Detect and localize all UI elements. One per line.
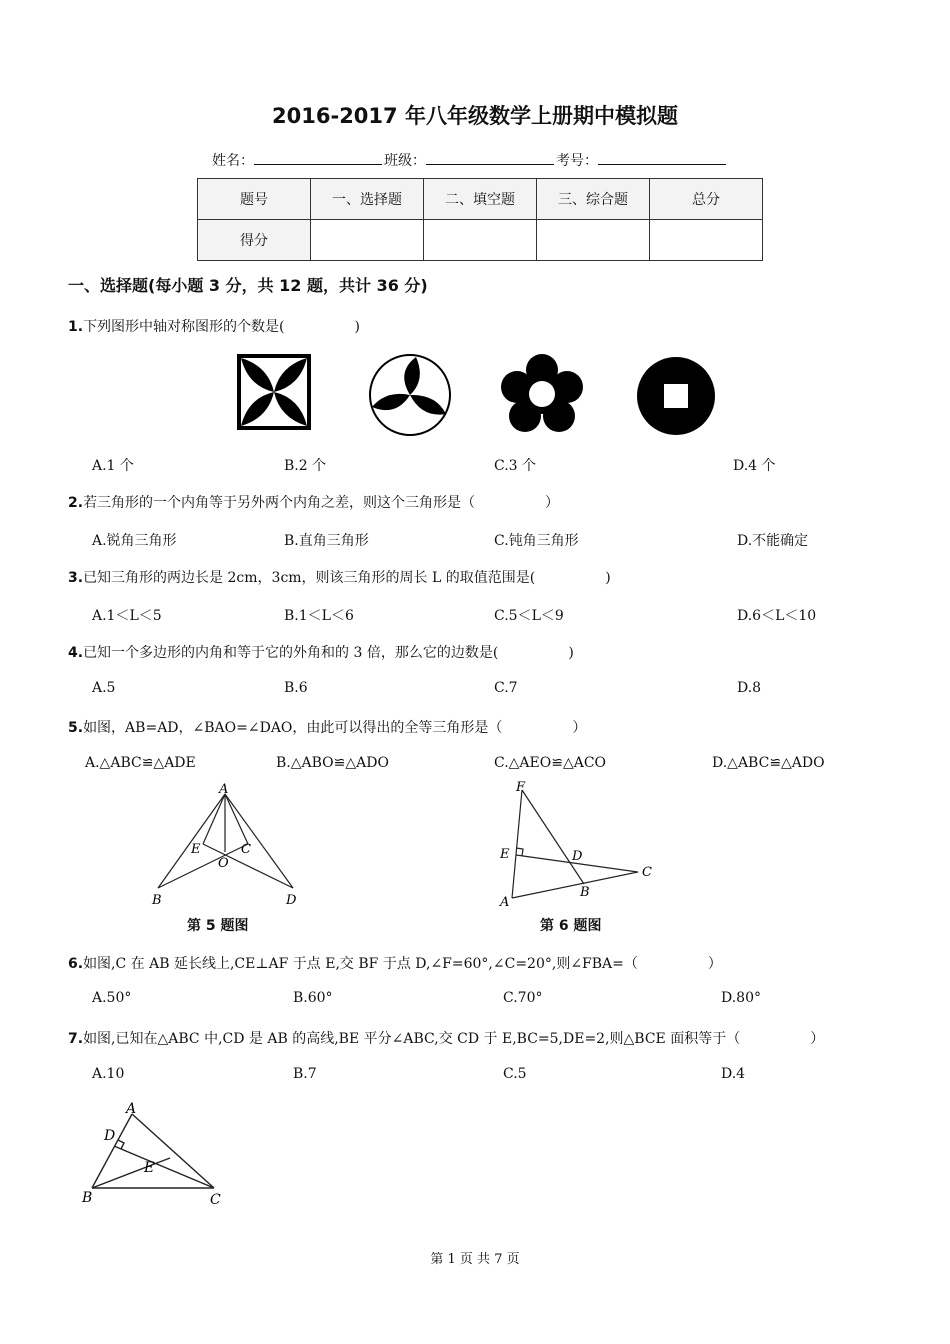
question-text: 如图,C 在 AB 延长线上,CE⊥AF 于点 E,交 BF 于点 D,∠F=60°,∠C=20°,则∠FBA=（ ） xyxy=(83,956,722,972)
label-a: A xyxy=(219,782,229,797)
class-label: 班级： xyxy=(384,153,426,169)
three-blade-circle-figure xyxy=(370,355,450,435)
label-c: C xyxy=(642,865,652,880)
question-number: 1. xyxy=(68,319,84,335)
question-number: 2. xyxy=(68,495,84,511)
square-petal-figure xyxy=(239,356,309,428)
label-a: A xyxy=(126,1101,137,1117)
q7-option-b[interactable]: B.7 xyxy=(293,1066,317,1082)
question-4 xyxy=(68,642,574,662)
q1-option-c[interactable]: C.3 个 xyxy=(494,458,537,474)
q1-option-d[interactable]: D.4 个 xyxy=(733,458,776,474)
label-f: F xyxy=(516,780,526,795)
score-table-row xyxy=(198,220,763,261)
question-text: 已知三角形的两边长是 2cm，3cm，则该三角形的周长 L 的取值范围是( ) xyxy=(83,570,611,586)
label-c: C xyxy=(210,1192,221,1208)
score-cell[interactable] xyxy=(650,220,763,261)
header-cell: 二、填空题 xyxy=(424,179,537,220)
row-label-cell: 得分 xyxy=(198,220,311,261)
figure-7 xyxy=(78,1098,238,1210)
figure-5 xyxy=(148,782,308,908)
question-2 xyxy=(68,492,559,512)
q6-option-a[interactable]: A.50° xyxy=(92,990,132,1006)
q5-option-d[interactable]: D.△ABC≌△ADO xyxy=(712,755,825,771)
q3-option-b[interactable]: B.1＜L＜6 xyxy=(284,608,354,624)
question-number: 6. xyxy=(68,956,84,972)
question-text: 若三角形的一个内角等于另外两个内角之差，则这个三角形是（ ） xyxy=(83,495,560,511)
label-d: D xyxy=(104,1128,116,1144)
score-cell[interactable] xyxy=(424,220,537,261)
q5-option-c[interactable]: C.△AEO≌△ACO xyxy=(494,755,607,771)
question-7 xyxy=(68,1028,824,1048)
question-text: 下列图形中轴对称图形的个数是( ) xyxy=(83,319,360,335)
header-cell: 三、综合题 xyxy=(537,179,650,220)
label-o: O xyxy=(218,856,229,871)
class-blank[interactable] xyxy=(426,150,554,165)
q3-option-d[interactable]: D.6＜L＜10 xyxy=(737,608,817,624)
label-e: E xyxy=(144,1160,155,1176)
question-number: 5. xyxy=(68,720,84,736)
q5-option-a[interactable]: A.△ABC≌△ADE xyxy=(85,755,196,771)
question-3 xyxy=(68,567,611,587)
q2-option-c[interactable]: C.钝角三角形 xyxy=(494,533,579,549)
q1-option-a[interactable]: A.1 个 xyxy=(92,458,134,474)
q6-option-d[interactable]: D.80° xyxy=(721,990,761,1006)
coin-figure xyxy=(637,357,715,435)
q2-option-b[interactable]: B.直角三角形 xyxy=(284,533,369,549)
figure-5-caption: 第 5 题图 xyxy=(187,918,249,934)
page-footer: 第 1 页 共 7 页 xyxy=(430,1252,520,1267)
q6-option-c[interactable]: C.70° xyxy=(503,990,543,1006)
label-b: B xyxy=(152,893,162,908)
label-e: E xyxy=(191,842,201,857)
header-cell: 总分 xyxy=(650,179,763,220)
q7-option-a[interactable]: A.10 xyxy=(92,1066,125,1082)
q2-option-a[interactable]: A.锐角三角形 xyxy=(92,533,177,549)
q4-option-b[interactable]: B.6 xyxy=(284,680,308,696)
name-blank[interactable] xyxy=(254,150,382,165)
header-cell: 一、选择题 xyxy=(311,179,424,220)
label-e: E xyxy=(500,847,510,862)
score-table xyxy=(197,178,763,261)
score-cell[interactable] xyxy=(537,220,650,261)
question-text: 如图，AB=AD，∠BAO=∠DAO，由此可以得出的全等三角形是（ ） xyxy=(83,720,587,736)
student-info-line xyxy=(212,150,728,170)
exam-no-label: 考号： xyxy=(556,153,598,169)
exam-no-blank[interactable] xyxy=(598,150,726,165)
question-1 xyxy=(68,316,360,336)
q1-figures xyxy=(236,352,716,440)
q5-option-b[interactable]: B.△ABO≌△ADO xyxy=(276,755,389,771)
q4-option-c[interactable]: C.7 xyxy=(494,680,518,696)
label-d: D xyxy=(572,849,583,864)
label-d: D xyxy=(286,893,297,908)
header-cell: 题号 xyxy=(198,179,311,220)
question-text: 已知一个多边形的内角和等于它的外角和的 3 倍，那么它的边数是( ) xyxy=(83,645,574,661)
label-a: A xyxy=(500,895,510,908)
question-number: 4. xyxy=(68,645,84,661)
q4-option-a[interactable]: A.5 xyxy=(92,680,116,696)
question-6 xyxy=(68,953,722,973)
question-5 xyxy=(68,717,586,737)
page-title: 2016-2017 年八年级数学上册期中模拟题 xyxy=(272,104,678,128)
q7-option-c[interactable]: C.5 xyxy=(503,1066,527,1082)
question-number: 7. xyxy=(68,1031,84,1047)
name-label: 姓名： xyxy=(212,153,254,169)
q3-option-c[interactable]: C.5＜L＜9 xyxy=(494,608,564,624)
q1-option-b[interactable]: B.2 个 xyxy=(284,458,327,474)
label-c: C xyxy=(241,842,251,857)
flower-figure xyxy=(501,354,583,432)
figure-6 xyxy=(496,778,656,908)
q3-option-a[interactable]: A.1＜L＜5 xyxy=(92,608,162,624)
q7-option-d[interactable]: D.4 xyxy=(721,1066,746,1082)
question-text: 如图,已知在△ABC 中,CD 是 AB 的高线,BE 平分∠ABC,交 CD 于 E,BC=5,DE=2,则△BCE 面积等于（ ） xyxy=(83,1031,825,1047)
score-table-header-row xyxy=(198,179,763,220)
figure-6-caption: 第 6 题图 xyxy=(540,918,602,934)
score-cell[interactable] xyxy=(311,220,424,261)
label-b: B xyxy=(82,1190,93,1206)
section-heading: 一、选择题(每小题 3 分，共 12 题，共计 36 分) xyxy=(68,276,428,295)
q2-option-d[interactable]: D.不能确定 xyxy=(737,533,809,549)
label-b: B xyxy=(580,885,590,900)
q4-option-d[interactable]: D.8 xyxy=(737,680,762,696)
question-number: 3. xyxy=(68,570,84,586)
q6-option-b[interactable]: B.60° xyxy=(293,990,333,1006)
